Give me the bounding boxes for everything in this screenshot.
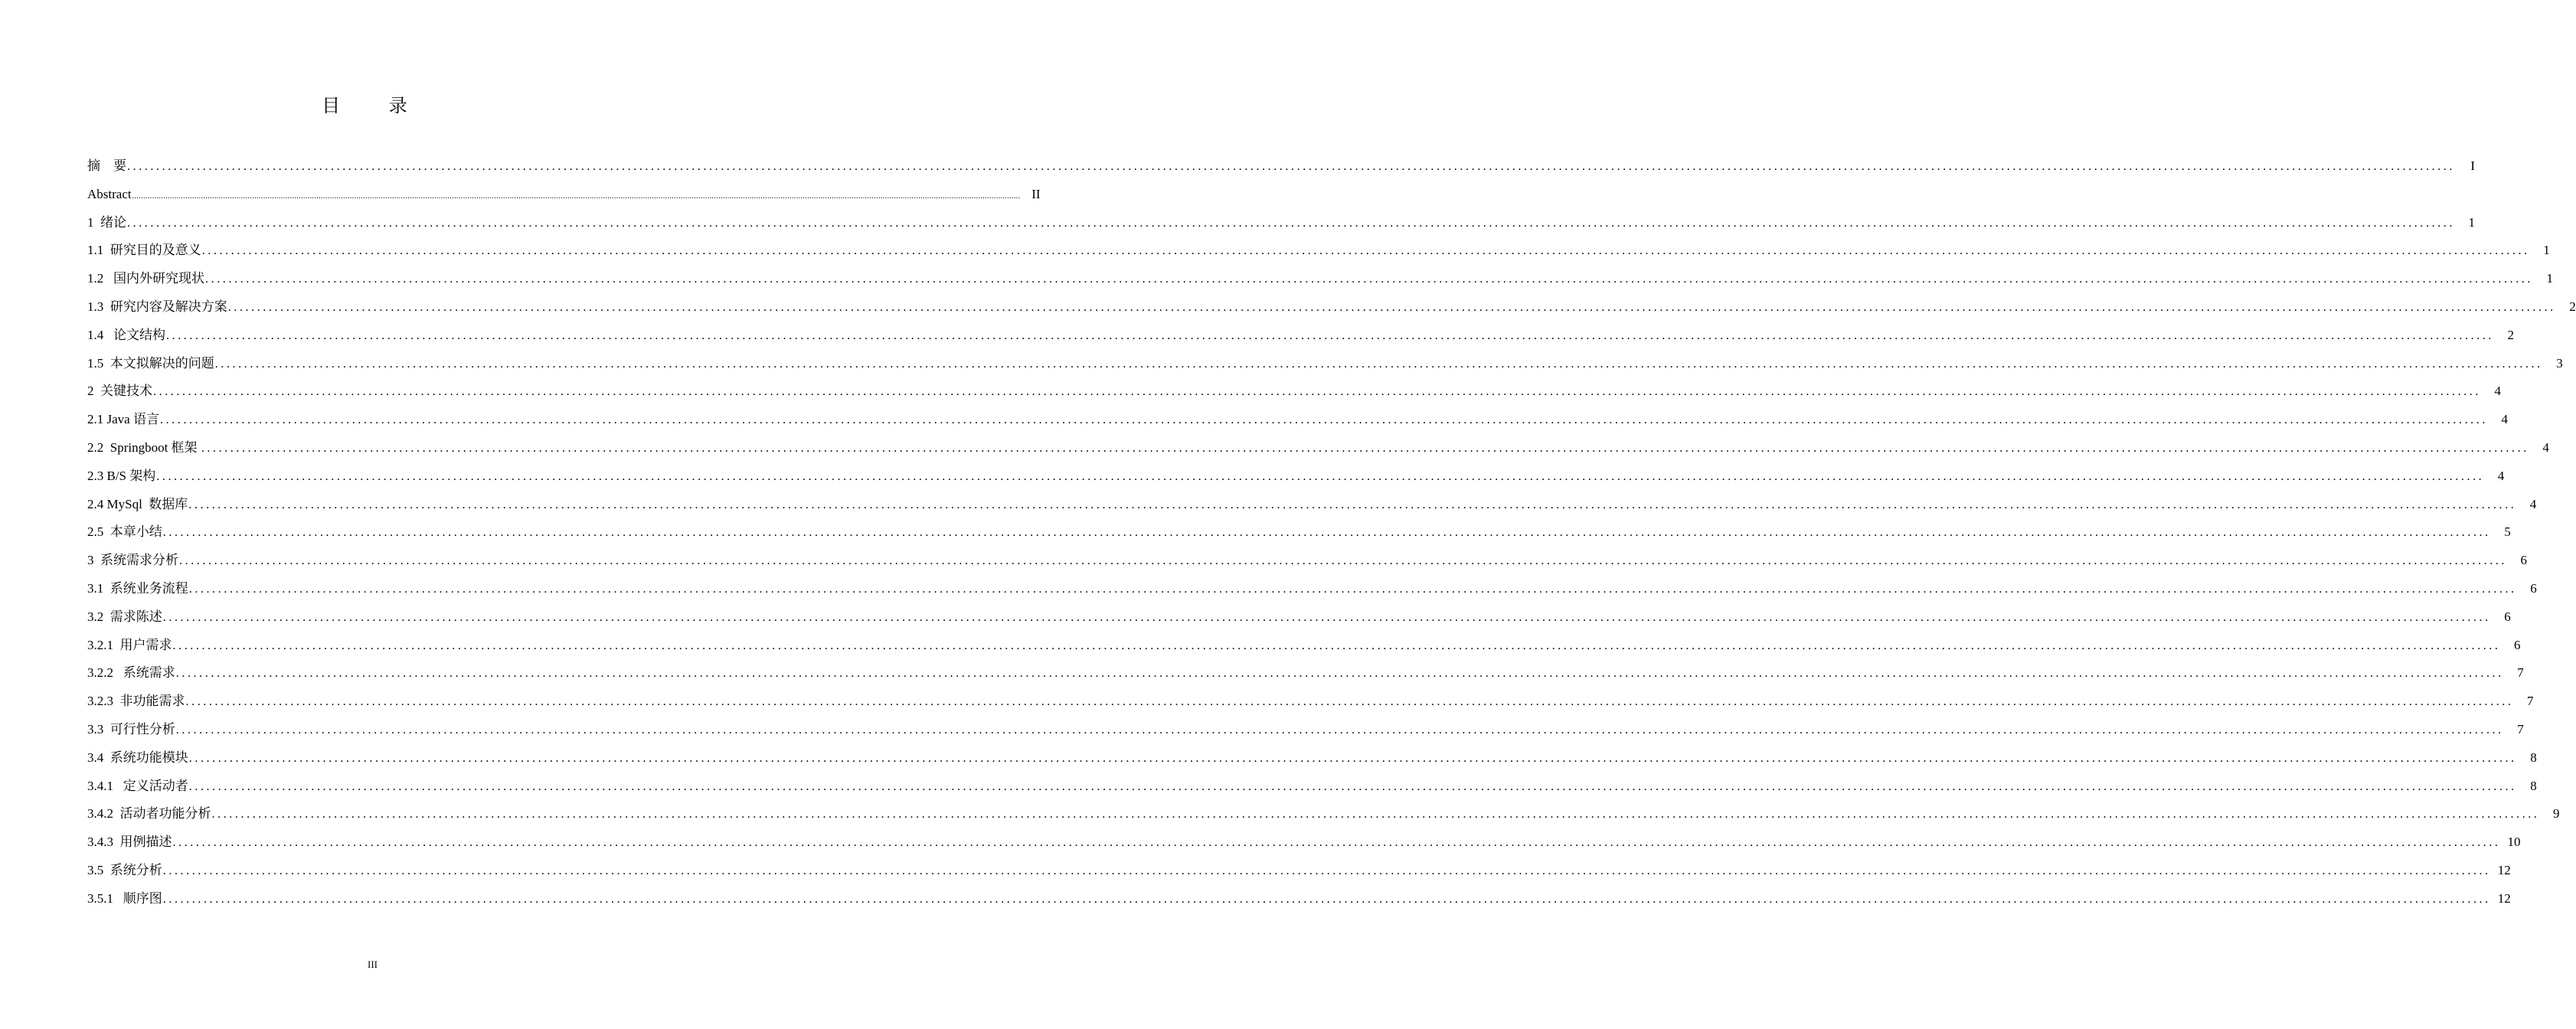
toc-entry-page: 4 xyxy=(2501,412,2508,427)
toc-entry-label: 3.1 系统业务流程 xyxy=(87,580,188,596)
toc-entry-label: 3.2 需求陈述 xyxy=(87,609,162,624)
toc-entry[interactable] xyxy=(87,857,2511,885)
toc-entry[interactable] xyxy=(87,434,2549,462)
toc-entry-page: 1 xyxy=(2468,214,2475,230)
toc-entry[interactable] xyxy=(87,632,2521,660)
toc-entry[interactable] xyxy=(87,377,2501,406)
toc-entry-page: 4 xyxy=(2542,439,2549,455)
toc-entry-label: 1 绪论 xyxy=(87,214,126,230)
toc-entry-page: 2 xyxy=(2569,299,2576,314)
toc-entry-label: 2.3 B/S 架构 xyxy=(87,468,156,483)
toc-dot-leader: ................................................................................................................................................................................................................................................................................................................................................................................................................ xyxy=(185,695,2514,709)
toc-entry-label: 1.2 国内外研究现状 xyxy=(87,271,204,286)
toc-entry-page: 6 xyxy=(2514,637,2521,652)
toc-entry-page: 7 xyxy=(2517,665,2524,681)
toc-entry-page: 6 xyxy=(2504,609,2511,624)
toc-entry[interactable] xyxy=(87,800,2560,828)
toc-entry-label: 2.5 本章小结 xyxy=(87,524,162,540)
toc-entry[interactable] xyxy=(87,659,2524,688)
toc-entry-label: 3.4 系统功能模块 xyxy=(87,750,188,765)
toc-entry[interactable] xyxy=(87,350,2563,378)
toc-entry-page: 4 xyxy=(2497,468,2505,483)
toc-entry-page: 5 xyxy=(2504,524,2511,540)
toc-dot-leader: ................................................................................................................................................................................................................................................................................................................................................................................................................ xyxy=(211,808,2540,822)
toc-entry[interactable] xyxy=(87,462,2505,491)
toc-entry-label: 3.3 可行性分析 xyxy=(87,721,175,737)
toc-entry-page: 1 xyxy=(2543,243,2550,258)
toc-entry-page: 12 xyxy=(2497,890,2511,906)
toc-entry[interactable] xyxy=(87,518,2511,547)
toc-entry-label: 1.1 研究目的及意义 xyxy=(87,243,201,258)
toc-entry-page: 8 xyxy=(2530,778,2537,793)
toc-entry-page: 6 xyxy=(2520,553,2527,568)
toc-dot-leader: ................................................................................................................................................................................................................................................................................................................................................................................................................ xyxy=(162,610,2491,624)
toc-entry[interactable] xyxy=(87,716,2524,744)
toc-entry-page: 3 xyxy=(2556,355,2563,371)
toc-dot-leader: ................................................................................................................................................................................................................................................................................................................................................................................................................ xyxy=(172,639,2501,652)
toc-dot-leader: ................................................................................................................................................................................................................................................................................................................................................................................................................ xyxy=(227,300,2556,314)
toc-dot-leader: ................................................................................................................................................................................................................................................................................................................................................................................................................ xyxy=(188,779,2517,793)
toc-entry-label: 3.2.2 系统需求 xyxy=(87,665,175,681)
toc-entry-page: 7 xyxy=(2517,721,2524,737)
toc-dot-leader: ................................................................................................................................................................................................................................................................................................................................................................................................................ xyxy=(179,554,2507,568)
toc-dot-leader: ................................................................................................................................................................................................................................................................................................................................................................................................................ xyxy=(127,216,2455,230)
toc-dot-leader: ................................................................................................................................................................................................................................................................................................................................................................................................................ xyxy=(201,441,2529,455)
toc-dot-leader: ................................................................................................................................................................................................................................................................................................................................................................................................................ xyxy=(188,498,2517,511)
toc-entry[interactable] xyxy=(87,547,2527,575)
toc-dot-leader: ................................................................................................................................................................................................................................................................................................................................................................................................................ xyxy=(201,244,2530,258)
toc-entry-label: 3.4.2 活动者功能分析 xyxy=(87,806,211,822)
toc-entry-page: II xyxy=(1031,186,1041,201)
toc-entry-page: I xyxy=(2470,158,2475,173)
toc-entry-label: 3.4.1 定义活动者 xyxy=(87,778,188,793)
toc-entry[interactable] xyxy=(87,152,2475,181)
toc-entry[interactable] xyxy=(87,322,2514,350)
toc-entry-page: 7 xyxy=(2527,694,2534,709)
toc-dot-leader: ................................................................................................................................................................................................................................................................................................................................................................................................................ xyxy=(175,667,2504,681)
toc-entry[interactable] xyxy=(87,688,2534,716)
toc-dot-leader: ................................................................................................................................................................................................................................................................................................................................................................................................................ xyxy=(205,273,2533,286)
toc-entry[interactable] xyxy=(87,885,2511,913)
toc-entry-page: 6 xyxy=(2530,580,2537,596)
toc-dot-leader: ................................................................................................................................................................................................................................................................................................................................................................................................................ xyxy=(172,836,2501,850)
toc-entry-label: 3.2.1 用户需求 xyxy=(87,637,172,652)
toc-dot-leader: ................................................................................................................................................................................................................................................................................................................................................................................................................ xyxy=(162,864,2491,877)
toc-dot-leader: ................................................................................................................................................................................................................................................................................................................................................................................................................ xyxy=(166,328,2494,342)
toc-entry-page: 9 xyxy=(2553,806,2560,822)
toc-entry-label: 3.5 系统分析 xyxy=(87,862,162,877)
toc-dot-leader: ................................................................................................................................................................................................................................................................................................................................................................................................................ xyxy=(214,357,2543,371)
toc-entry[interactable] xyxy=(87,828,2521,857)
toc-entry-label: 2 关键技术 xyxy=(87,384,152,399)
toc-entry-label: 3.4.3 用例描述 xyxy=(87,835,172,850)
toc-entry[interactable] xyxy=(87,265,2553,293)
table-of-contents xyxy=(87,152,2576,913)
toc-entry-label: 1.5 本文拟解决的问题 xyxy=(87,355,214,371)
toc-entry-page: 4 xyxy=(2529,496,2537,511)
toc-entry-label: 2.4 MySql 数据库 xyxy=(87,496,188,511)
toc-entry[interactable] xyxy=(87,603,2511,632)
toc-entry[interactable] xyxy=(87,491,2537,519)
toc-entry[interactable] xyxy=(87,575,2537,603)
page-title: 目 录 xyxy=(322,95,429,116)
toc-dot-leader: ................................................................................................................................................................................................................................................................................................................................................................................................................ xyxy=(162,892,2491,906)
toc-entry-page: 10 xyxy=(2507,835,2521,850)
toc-entry-label: 2.1 Java 语言 xyxy=(87,412,159,427)
toc-entry-page: 8 xyxy=(2530,750,2537,765)
toc-dot-leader: ................................................................................................................................................................................................................................................................................................................................................................................................................ xyxy=(188,751,2517,765)
toc-entry-page: 12 xyxy=(2497,862,2511,877)
toc-entry-page: 2 xyxy=(2507,327,2514,342)
toc-dot-leader: ................................................................................................................................................................................................................................................................................................................................................................................................................ xyxy=(153,385,2481,399)
toc-dot-leader: ................................................................................................................................................................................................................................................................................................................................................................................................................ xyxy=(132,191,1021,201)
toc-entry-label: Abstract xyxy=(87,186,132,201)
toc-entry[interactable] xyxy=(87,181,1041,209)
toc-dot-leader: ................................................................................................................................................................................................................................................................................................................................................................................................................ xyxy=(188,582,2517,596)
toc-entry-label: 3 系统需求分析 xyxy=(87,553,178,568)
toc-entry[interactable] xyxy=(87,406,2508,434)
toc-dot-leader: ................................................................................................................................................................................................................................................................................................................................................................................................................ xyxy=(162,526,2491,540)
toc-entry-label: 1.3 研究内容及解决方案 xyxy=(87,299,227,314)
toc-dot-leader: ................................................................................................................................................................................................................................................................................................................................................................................................................ xyxy=(156,469,2485,483)
toc-dot-leader: ................................................................................................................................................................................................................................................................................................................................................................................................................ xyxy=(159,413,2488,427)
page-number: III xyxy=(368,959,378,970)
toc-entry-label: 1.4 论文结构 xyxy=(87,327,165,342)
toc-entry[interactable] xyxy=(87,773,2537,801)
toc-entry-label: 3.5.1 顺序图 xyxy=(87,890,162,906)
toc-entry[interactable] xyxy=(87,744,2537,773)
toc-entry-page: 4 xyxy=(2494,384,2501,399)
toc-dot-leader: ................................................................................................................................................................................................................................................................................................................................................................................................................ xyxy=(127,160,2455,173)
toc-entry[interactable] xyxy=(87,237,2550,265)
toc-entry-label: 3.2.3 非功能需求 xyxy=(87,694,185,709)
toc-entry-label: 摘 要 xyxy=(87,158,126,173)
toc-entry[interactable] xyxy=(87,293,2576,322)
toc-entry-label: 2.2 Springboot 框架 xyxy=(87,439,201,455)
toc-dot-leader: ................................................................................................................................................................................................................................................................................................................................................................................................................ xyxy=(175,723,2504,737)
toc-entry-page: 1 xyxy=(2546,271,2553,286)
toc-entry[interactable] xyxy=(87,209,2475,237)
